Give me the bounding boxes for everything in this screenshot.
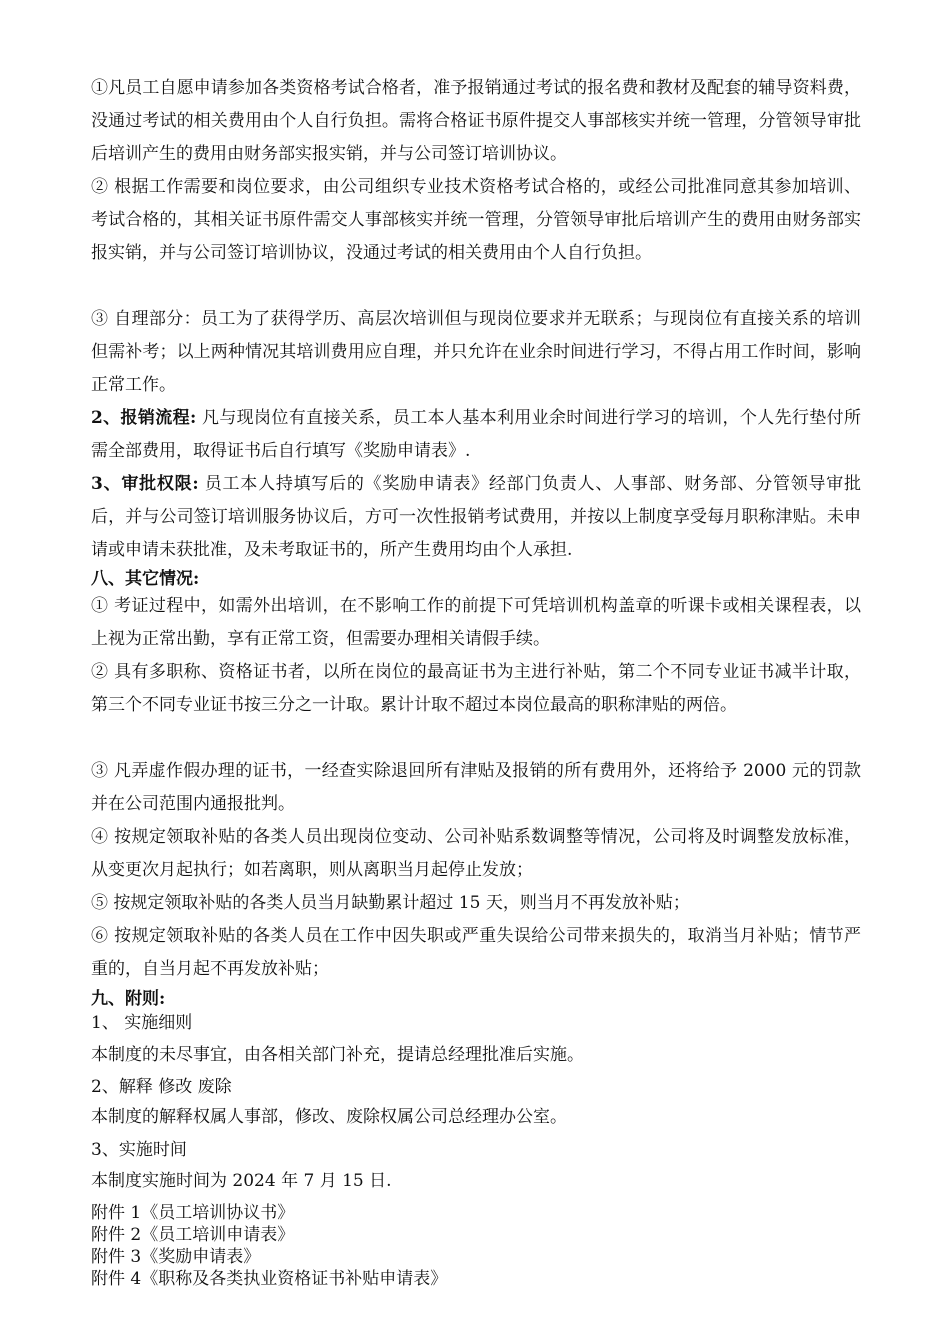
attachment-item: 附件 2《员工培训申请表》 — [91, 1225, 295, 1245]
subsection-9-2-title: 2、解释 修改 废除 — [91, 1077, 232, 1097]
subsection-9-3-text: 本制度实施时间为 2024 年 7 月 15 日. — [91, 1171, 392, 1191]
paragraph-8-5: ⑤ 按规定领取补贴的各类人员当月缺勤累计超过 15 天，则当月不再发放补贴； — [91, 893, 690, 913]
approval-authority-label: 3、审批权限: — [91, 474, 199, 494]
reimbursement-process-label: 2、报销流程: — [91, 408, 197, 428]
paragraph-8-6: ⑥ 按规定领取补贴的各类人员在工作中因失职或严重失误给公司带来损失的，取消当月补贴；情节严重的，自当月起不再发放补贴； — [91, 926, 861, 979]
paragraph-8-2: ② 具有多职称、资格证书者，以所在岗位的最高证书为主进行补贴，第二个不同专业证书减半计取，第三个不同专业证书按三分之一计取。累计计取不超过本岗位最高的职称津贴的两倍。 — [91, 662, 861, 715]
subsection-9-2-text: 本制度的解释权属人事部，修改、废除权属公司总经理办公室。 — [91, 1107, 567, 1127]
paragraph-8-4: ④ 按规定领取补贴的各类人员出现岗位变动、公司补贴系数调整等情况，公司将及时调整发放标准，从变更次月起执行；如若离职，则从离职当月起停止发放； — [91, 827, 861, 880]
paragraph-7-3: ③ 自理部分：员工为了获得学历、高层次培训但与现岗位要求并无联系；与现岗位有直接关系的培训但需补考；以上两种情况其培训费用应自理，并只允许在业余时间进行学习，不得占用工作时间，影响正常工作。 — [91, 309, 861, 395]
paragraph-reimbursement-process — [91, 402, 861, 468]
paragraph-8-1: ① 考证过程中，如需外出培训，在不影响工作的前提下可凭培训机构盖章的听课卡或相关课程表，以上视为正常出勤，享有正常工资，但需要办理相关请假手续。 — [91, 596, 861, 649]
attachment-item: 附件 1《员工培训协议书》 — [91, 1203, 295, 1223]
paragraph-8-3: ③ 凡弄虚作假办理的证书，一经查实除退回所有津贴及报销的所有费用外，还将给予 2000 元的罚款并在公司范围内通报批判。 — [91, 761, 861, 814]
subsection-9-1-text: 本制度的未尽事宜，由各相关部门补充，提请总经理批准后实施。 — [91, 1045, 584, 1065]
paragraph-7-1: ①凡员工自愿申请参加各类资格考试合格者，准予报销通过考试的报名费和教材及配套的辅导资料费，没通过考试的相关费用由个人自行负担。需将合格证书原件提交人事部核实并统一管理，分管领导审批后培训产生的费用由财务部实报实销，并与公司签订培训协议。 — [91, 78, 861, 164]
approval-authority-text: 员工本人持填写后的《奖励申请表》经部门负责人、人事部、财务部、分管领导审批后，并与公司签订培训服务协议后，方可一次性报销考试费用，并按以上制度享受每月职称津贴。未申请或申请未获批准，及未考取证书的，所产生费用均由个人承担. — [91, 474, 861, 560]
attachment-item: 附件 3《奖励申请表》 — [91, 1247, 261, 1267]
attachment-item: 附件 4《职称及各类执业资格证书补贴申请表》 — [91, 1269, 448, 1289]
subsection-9-3-title: 3、实施时间 — [91, 1140, 187, 1160]
section-9-heading: 九、附则: — [91, 989, 166, 1009]
paragraph-7-2: ② 根据工作需要和岗位要求，由公司组织专业技术资格考试合格的，或经公司批准同意其参加培训、考试合格的，其相关证书原件需交人事部核实并统一管理，分管领导审批后培训产生的费用由财务部实报实销，并与公司签订培训协议，没通过考试的相关费用由个人自行负担。 — [91, 177, 861, 263]
section-8-heading: 八、其它情况: — [91, 569, 200, 589]
subsection-9-1-title: 1、 实施细则 — [91, 1013, 193, 1033]
reimbursement-process-text: 凡与现岗位有直接关系，员工本人基本利用业余时间进行学习的培训，个人先行垫付所需全部费用，取得证书后自行填写《奖励申请表》. — [91, 408, 861, 461]
paragraph-approval-authority — [91, 468, 861, 567]
